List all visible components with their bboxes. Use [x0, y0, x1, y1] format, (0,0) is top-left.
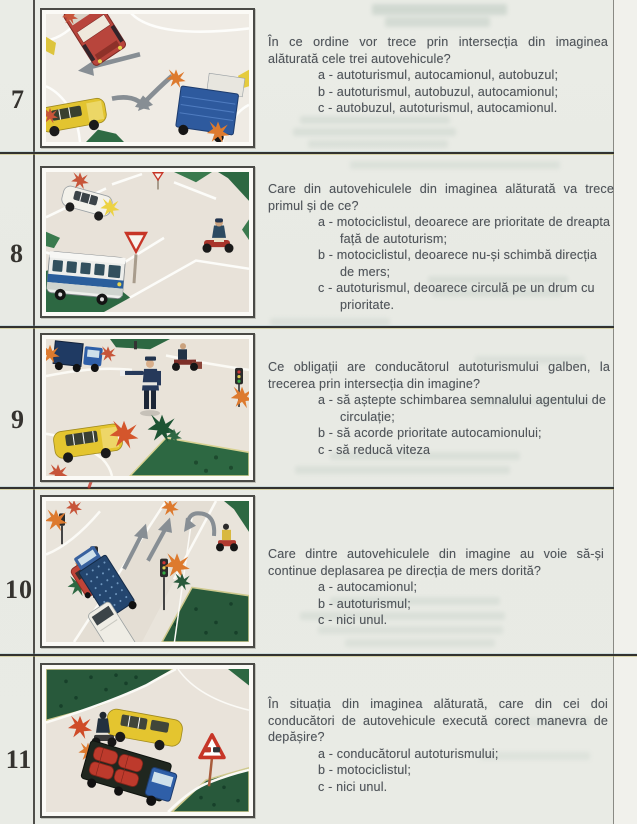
- answer-c: c - să reducă viteza: [318, 442, 431, 457]
- question-10-block: [268, 546, 604, 629]
- question-9-illustration: [40, 333, 255, 482]
- answer-a: a - autocamionul;: [318, 580, 418, 594]
- question-8-block: [268, 181, 614, 313]
- table-left-rule: [33, 0, 35, 824]
- answer-c: c - autoturismul, deoarece circulă pe un drum cu prioritate.: [318, 281, 595, 312]
- bleed-through-text: [308, 140, 448, 148]
- question-7-illustration: [40, 8, 255, 148]
- question-10-illustration: [40, 495, 255, 648]
- answer-a: a - conducătorul autoturismului;: [318, 746, 499, 761]
- answer-c: c - autobuzul, autoturismul, autocamionul.: [318, 101, 558, 115]
- bleed-through-text: [270, 318, 390, 326]
- bleed-through-text: [295, 466, 510, 474]
- question-number: 9: [11, 405, 25, 434]
- intersection-scene-traffic-policeman: [46, 339, 249, 476]
- question-9-block: [268, 359, 610, 458]
- answer-a: a - motociclistul, deoarece are prioritate de dreapta față de autoturism;: [318, 215, 611, 246]
- question-11-block: [268, 696, 608, 795]
- question-text: Care dintre autovehiculele din imagine au voie să-și continue deplasarea pe direcția de mers dorită?: [268, 547, 604, 578]
- intersection-scene-yield-sign: [46, 172, 249, 312]
- answer-b: b - autoturismul, autobuzul, autocamionul;: [318, 84, 559, 99]
- pedestrian: [134, 341, 137, 349]
- question-number: 11: [5, 745, 33, 774]
- question-number: 7: [11, 85, 25, 114]
- bleed-through-text: [372, 4, 507, 15]
- question-7-block: [268, 34, 608, 117]
- answer-list: [268, 392, 610, 458]
- question-text: În ce ordine vor trece prin intersecția din imaginea alăturată cele trei autovehicule?: [268, 35, 608, 66]
- overtaking-scene-no-overtaking-sign: [46, 669, 249, 812]
- answer-a: a - să aștepte schimbarea semnalului agentului de circulație;: [318, 393, 607, 424]
- question-number: 8: [10, 239, 24, 268]
- question-text: Ce obligații are conducătorul autoturismului galben, la trecerea prin intersecția din imagine?: [268, 360, 610, 391]
- question-text: Care din autovehiculele din imaginea alăturată va trece primul și de ce?: [268, 182, 614, 213]
- question-11-illustration: [40, 663, 255, 818]
- answer-list: [268, 579, 604, 629]
- answer-list: [268, 214, 614, 313]
- answer-b: b - să acorde prioritate autocamionului;: [318, 426, 542, 440]
- question-8-illustration: [40, 166, 255, 318]
- page-margin-strip: [614, 0, 637, 824]
- road-scene-traffic-lights: [46, 501, 249, 642]
- answer-b: b - motociclistul;: [318, 763, 411, 777]
- row-separator: [0, 152, 614, 154]
- answer-c: c - nici unul.: [318, 779, 388, 794]
- bleed-through-text: [345, 639, 495, 647]
- answer-c: c - nici unul.: [318, 613, 388, 627]
- intersection-scene-bus-car-truck: [46, 14, 249, 142]
- bleed-through-text: [300, 116, 450, 124]
- answer-a: a - autoturismul, autocamionul, autobuzul;: [318, 68, 559, 82]
- answer-b: b - motociclistul, deoarece nu-și schimbă direcția de mers;: [318, 248, 598, 279]
- question-number: 10: [5, 575, 33, 604]
- row-separator: [0, 326, 614, 328]
- row-separator: [0, 654, 637, 656]
- answer-list: [268, 746, 608, 796]
- bleed-through-text: [385, 17, 490, 27]
- bleed-through-text: [350, 161, 560, 169]
- bleed-through-text: [293, 128, 456, 136]
- question-text: În situația din imaginea alăturată, care din cei doi conducători de autovehicule execută corect manevra de depășire?: [268, 697, 608, 744]
- row-separator: [0, 487, 614, 489]
- table-right-rule: [613, 0, 614, 824]
- answer-list: [268, 67, 608, 117]
- answer-b: b - autoturismul;: [318, 596, 411, 611]
